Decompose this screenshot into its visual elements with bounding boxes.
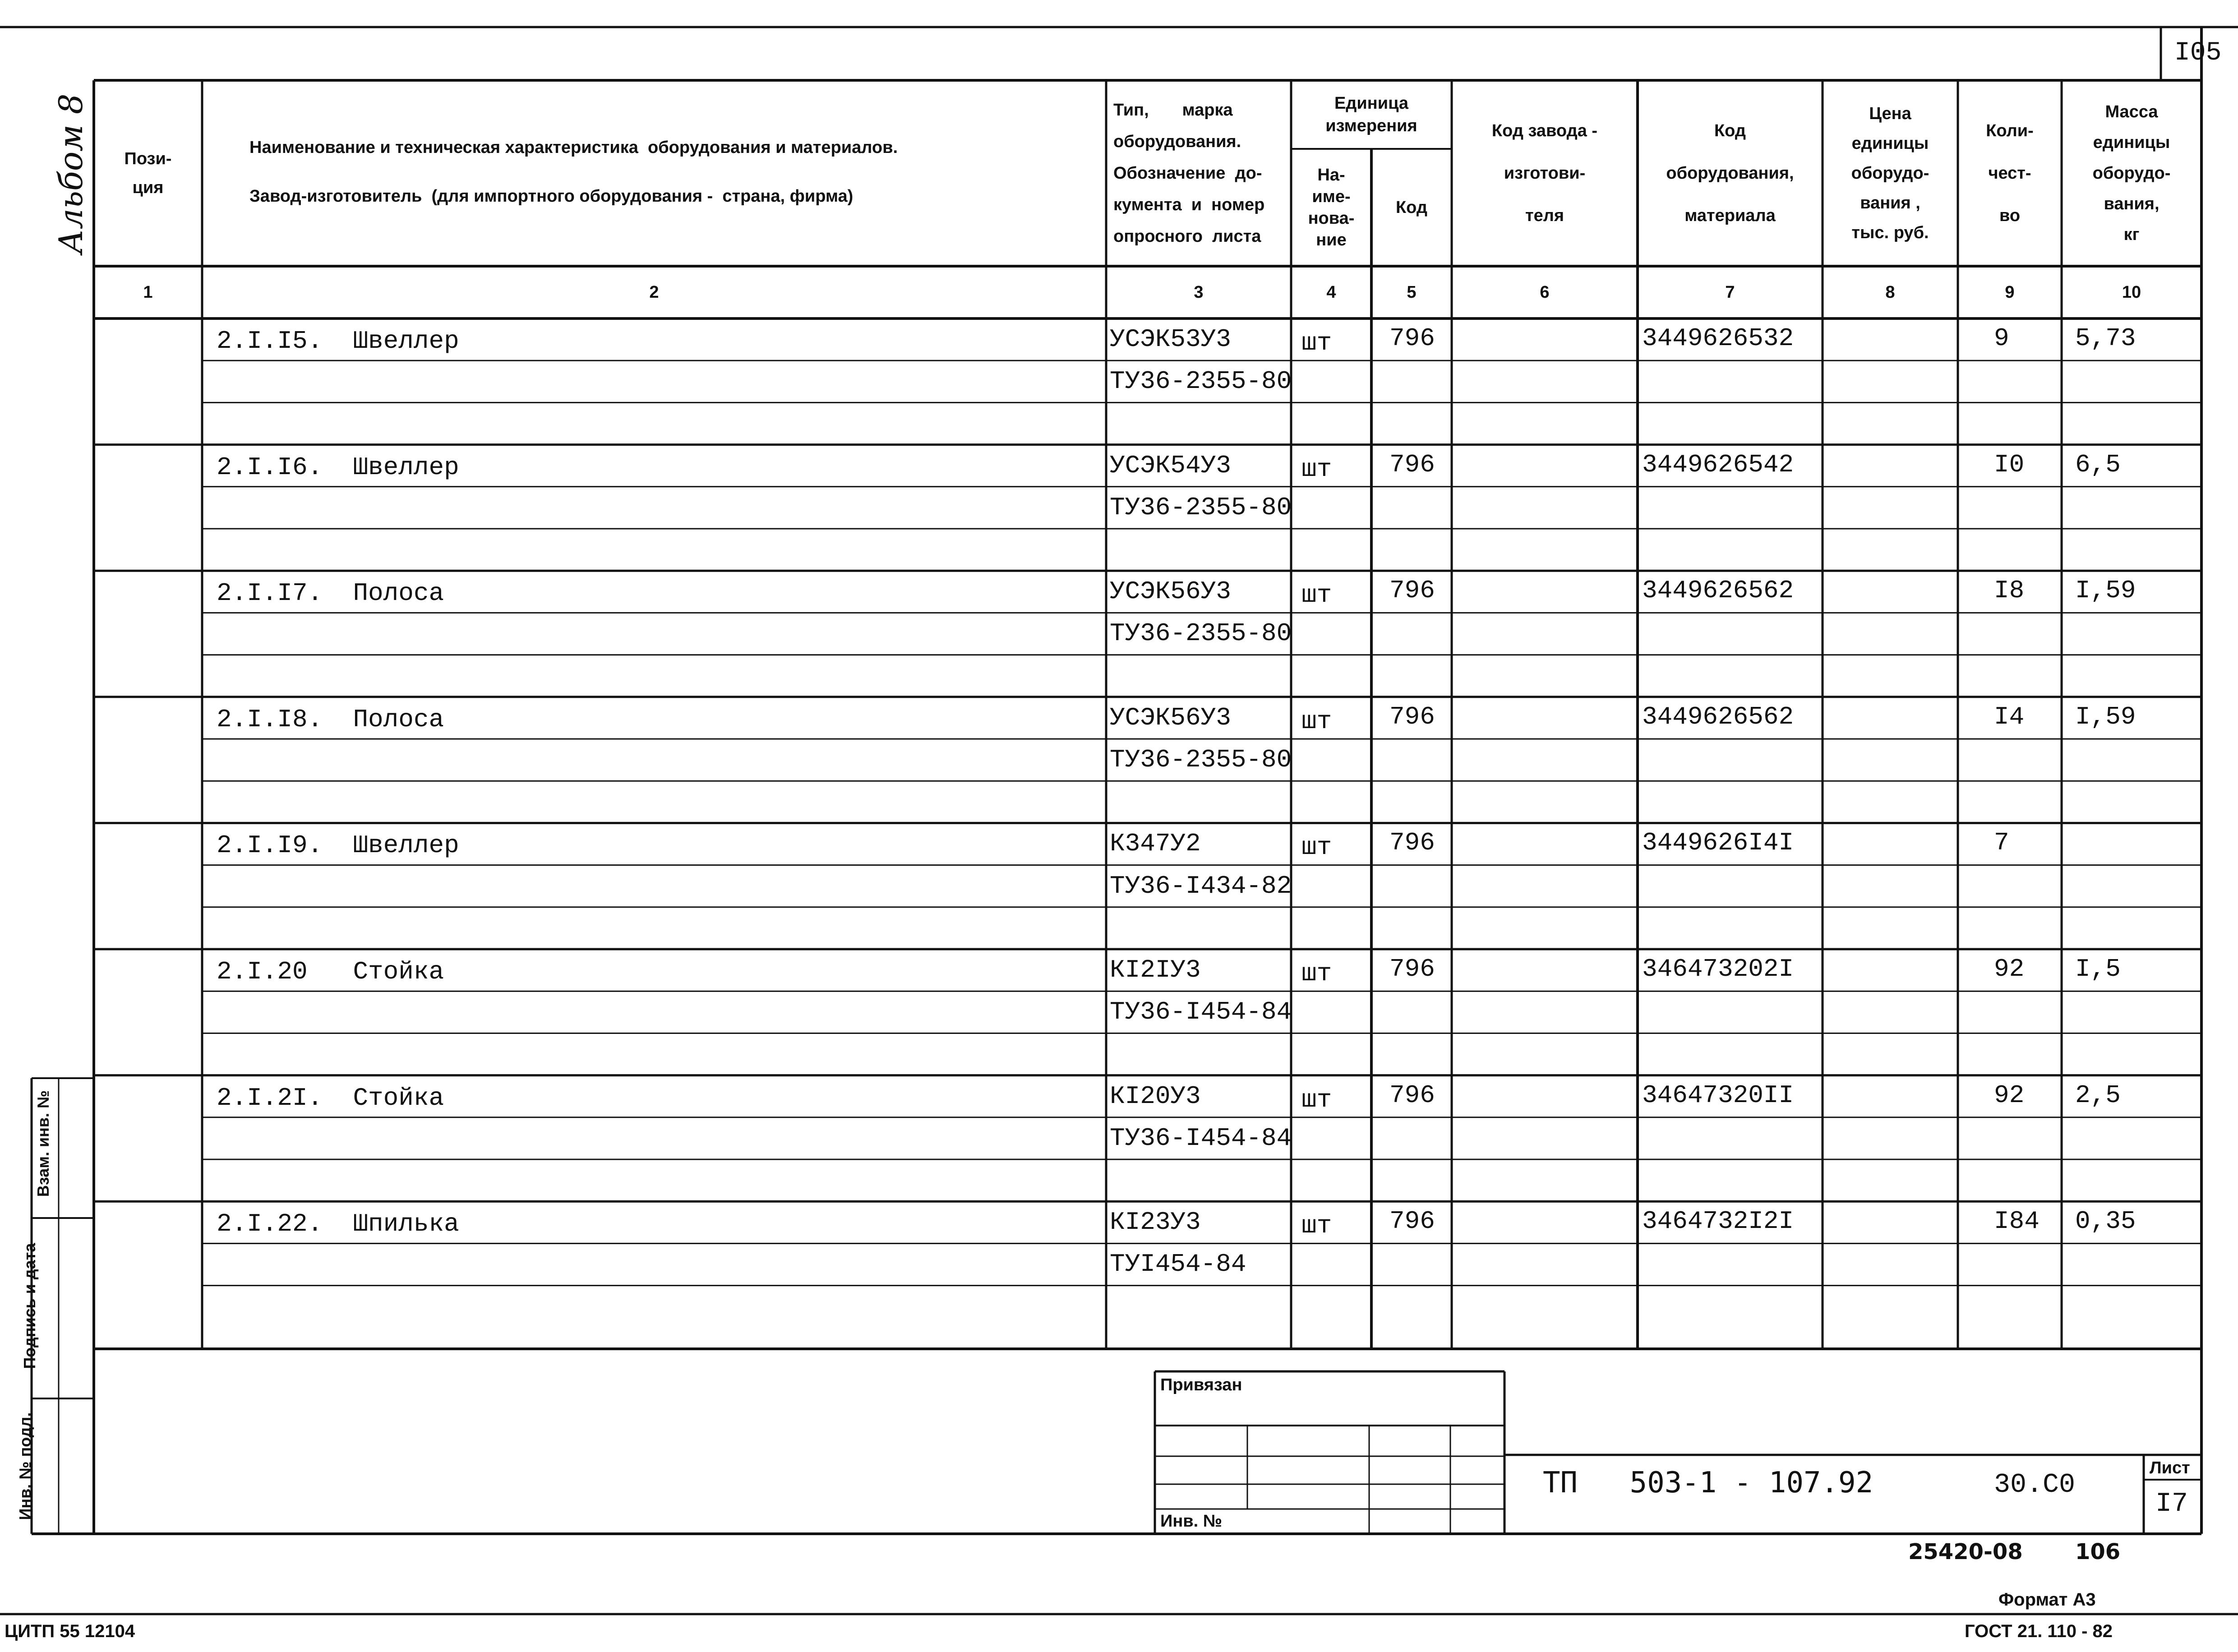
header-equipment-code-text: Код оборудования, материала <box>1666 121 1794 225</box>
header-unit-name <box>1291 149 1371 266</box>
album-label-text: Альбом 8 <box>52 93 90 254</box>
item-code: 346473202I <box>1642 955 1794 983</box>
format-label: Формат А3 <box>1998 1590 2096 1610</box>
page-number: I05 <box>2174 38 2222 68</box>
item-name: 2.I.I8. Полоса <box>217 705 444 734</box>
item-unit-code: 796 <box>1389 828 1435 858</box>
order-page: 106 <box>2075 1539 2121 1564</box>
item-type: КI2IУ3 <box>1110 955 1201 984</box>
stamp-inv: Инв. № подл. <box>16 1412 34 1520</box>
header-mass-text: Масса единицы оборудо- вания, кг <box>2092 102 2171 244</box>
item-mass: 2,5 <box>2075 1080 2121 1110</box>
header-unit-code <box>1371 149 1452 266</box>
item-name: 2.I.I6. Швеллер <box>217 452 459 482</box>
item-type: УСЭК53У3 <box>1110 325 1231 354</box>
item-doc: ТУ36-2355-80 <box>1110 745 1292 774</box>
item-code: 3449626I4I <box>1642 828 1794 858</box>
column-number: 10 <box>2122 282 2141 302</box>
column-number: 2 <box>649 282 659 302</box>
header-quantity <box>1958 80 2062 266</box>
item-unit: шт <box>1301 454 1332 484</box>
sheet-number: I7 <box>2155 1489 2188 1519</box>
privyazan-label: Привязан <box>1160 1375 1242 1394</box>
item-code: 3464732I2I <box>1642 1207 1794 1236</box>
album-label <box>52 92 92 255</box>
item-name: 2.I.I9. Швеллер <box>217 831 459 860</box>
item-qty: I84 <box>1994 1207 2040 1236</box>
item-qty: 7 <box>1994 828 2009 858</box>
header-quantity-text: Коли- чест- во <box>1986 121 2034 225</box>
item-qty: I8 <box>1994 576 2025 605</box>
item-mass: I,59 <box>2075 576 2136 605</box>
item-unit: шт <box>1301 833 1332 862</box>
item-type: УСЭК54У3 <box>1110 451 1231 480</box>
stamp-podpis: Подпись и дата <box>20 1243 39 1369</box>
item-unit-code: 796 <box>1389 576 1435 605</box>
item-type: КI20У3 <box>1110 1081 1201 1111</box>
document-designation: ТП 503-1 - 107.92 <box>1543 1466 1873 1500</box>
item-mass: 0,35 <box>2075 1207 2136 1236</box>
document-section: 30.С0 <box>1994 1470 2076 1500</box>
item-type: К347У2 <box>1110 829 1201 858</box>
header-position-text: Пози- ция <box>124 149 172 197</box>
header-name-line1: Наименование и техническая характеристика оборудования и материалов. <box>249 138 898 157</box>
header-unit-group-text: Единица измерения <box>1325 94 1417 135</box>
item-mass: I,59 <box>2075 702 2136 731</box>
header-price <box>1823 80 1958 266</box>
header-factory-code-text: Код завода - изготови- теля <box>1491 121 1598 225</box>
item-unit: шт <box>1301 706 1332 736</box>
item-doc: ТУ36-2355-80 <box>1110 619 1292 648</box>
column-number: 6 <box>1540 282 1550 302</box>
item-name: 2.I.20 Стойка <box>217 957 444 986</box>
item-qty: 9 <box>1994 324 2009 353</box>
header-position <box>94 80 202 266</box>
gost-label: ГОСТ 21. 110 - 82 <box>1965 1621 2113 1641</box>
item-mass: 6,5 <box>2075 450 2121 479</box>
item-type: УСЭК56У3 <box>1110 577 1231 606</box>
sheet-label: Лист <box>2150 1458 2190 1477</box>
item-unit: шт <box>1301 1211 1332 1241</box>
item-code: 3449626542 <box>1642 450 1794 479</box>
item-code: 34647320II <box>1642 1080 1794 1110</box>
item-name: 2.I.I7. Полоса <box>217 579 444 608</box>
item-doc: ТУ36-2355-80 <box>1110 367 1292 396</box>
item-name: 2.I.I5. Швеллер <box>217 327 459 355</box>
item-mass: 5,73 <box>2075 324 2136 353</box>
item-unit-code: 796 <box>1389 1080 1435 1110</box>
item-unit: шт <box>1301 328 1332 357</box>
item-code: 3449626532 <box>1642 324 1794 353</box>
header-factory-code <box>1452 80 1638 266</box>
header-type <box>1106 80 1291 266</box>
item-unit: шт <box>1301 581 1332 610</box>
item-doc: ТУI454-84 <box>1110 1250 1246 1279</box>
column-number: 5 <box>1407 282 1417 302</box>
item-code: 3449626562 <box>1642 702 1794 731</box>
column-number: 1 <box>143 282 153 302</box>
item-doc: ТУ36-2355-80 <box>1110 493 1292 522</box>
header-equipment-code <box>1638 80 1823 266</box>
item-qty: 92 <box>1994 955 2025 983</box>
item-qty: 92 <box>1994 1080 2025 1110</box>
header-price-text: Цена единицы оборудо- вания , тыс. руб. <box>1851 104 1929 242</box>
header-name <box>202 80 1106 266</box>
item-unit: шт <box>1301 1085 1332 1114</box>
column-number: 7 <box>1725 282 1735 302</box>
inv-no-label: Инв. № <box>1160 1512 1223 1531</box>
stamp-vzam: Взам. инв. № <box>34 1090 52 1197</box>
item-type: УСЭК56У3 <box>1110 703 1231 732</box>
item-name: 2.I.2I. Стойка <box>217 1083 444 1112</box>
header-unit-group <box>1291 80 1452 149</box>
header-mass <box>2062 80 2201 266</box>
header-name-line2: Завод-изготовитель (для импортного оборудования - страна, фирма) <box>249 187 854 206</box>
order-number: 25420-08 <box>1908 1539 2023 1564</box>
column-number: 3 <box>1194 282 1204 302</box>
item-qty: I0 <box>1994 450 2025 479</box>
header-type-text: Тип, марка оборудования. Обозначение до- кумента и номер опросного листа <box>1113 101 1265 246</box>
item-unit-code: 796 <box>1389 702 1435 731</box>
item-code: 3449626562 <box>1642 576 1794 605</box>
item-unit: шт <box>1301 959 1332 988</box>
item-qty: I4 <box>1994 702 2025 731</box>
left-code: ЦИТП 55 12104 <box>5 1621 135 1641</box>
item-doc: ТУ36-I454-84 <box>1110 1123 1292 1153</box>
item-name: 2.I.22. Шпилька <box>217 1209 459 1239</box>
item-unit-code: 796 <box>1389 450 1435 479</box>
column-number: 9 <box>2005 282 2015 302</box>
header-unit-code-text: Код <box>1395 198 1428 217</box>
item-doc: ТУ36-I434-82 <box>1110 871 1292 900</box>
column-number: 8 <box>1885 282 1895 302</box>
header-unit-name-text: На- име- нова- ние <box>1308 166 1355 249</box>
item-mass: I,5 <box>2075 955 2121 983</box>
item-unit-code: 796 <box>1389 1207 1435 1236</box>
item-doc: ТУ36-I454-84 <box>1110 997 1292 1027</box>
item-unit-code: 796 <box>1389 324 1435 353</box>
item-unit-code: 796 <box>1389 955 1435 983</box>
column-number: 4 <box>1326 282 1336 302</box>
item-type: КI23У3 <box>1110 1208 1201 1237</box>
